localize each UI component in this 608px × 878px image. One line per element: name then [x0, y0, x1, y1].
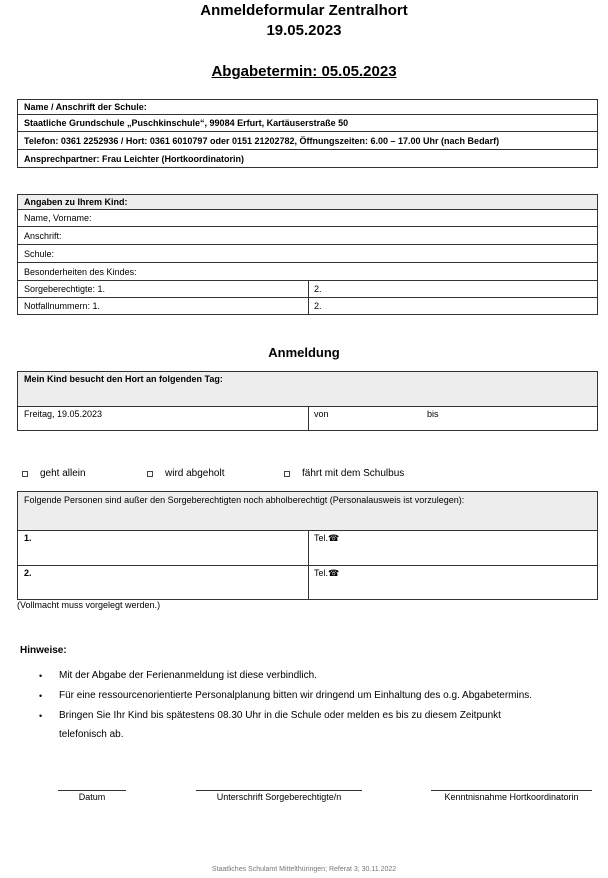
- school-address: Staatliche Grundschule „Puschkinschule“, 99084 Erfurt, Kartäuserstraße 50: [24, 118, 349, 128]
- day-heading-row: [18, 372, 597, 406]
- deadline: Abgabetermin: 05.05.2023: [211, 63, 397, 80]
- school-info-box: [17, 99, 598, 168]
- emergency-label: Notfallnummern: 1.: [24, 301, 101, 311]
- option-walk-alone[interactable]: [22, 468, 86, 479]
- hint-item-3-cont: telefonisch ab.: [59, 729, 124, 740]
- guardian-signature-label: Unterschrift Sorgeberechtigte/n: [216, 792, 342, 802]
- pickup-person-1-row[interactable]: [18, 530, 597, 565]
- hint-bullet-3: •: [39, 711, 43, 721]
- emergency-divider: [308, 298, 309, 314]
- guardians-label: Sorgeberechtigte: 1.: [24, 284, 106, 294]
- pickup-heading-row: [18, 492, 597, 530]
- child-info-box: [17, 194, 598, 315]
- school-contact: Ansprechpartner: Frau Leichter (Hortkoordinatorin): [24, 153, 245, 164]
- coordinator-signature-line: [431, 790, 592, 791]
- day-divider: [308, 407, 309, 430]
- hint-item-3: Bringen Sie Ihr Kind bis spätestens 08.30 Uhr in die Schule oder melden es bis zu diesem Zeitpunkt: [59, 710, 501, 721]
- coordinator-signature-label: Kenntnisnahme Hortkoordinatorin: [444, 792, 579, 802]
- school-heading-row: [18, 100, 597, 114]
- hint-bullet-1: •: [39, 671, 43, 681]
- pickup-person-2-label: 2.: [24, 568, 32, 578]
- form-date: 19.05.2023: [266, 22, 342, 39]
- child-particulars-label: Besonderheiten des Kindes:: [24, 266, 137, 277]
- pickup-person-2-tel: Tel.☎: [314, 568, 340, 578]
- child-address-field[interactable]: [18, 226, 597, 244]
- school-address-row: [18, 114, 597, 131]
- child-name-label: Name, Vorname:: [24, 213, 92, 223]
- child-name-field[interactable]: [18, 209, 597, 226]
- school-phone-row: [18, 131, 597, 149]
- day-row[interactable]: [18, 406, 597, 430]
- to-label: bis: [427, 409, 439, 419]
- pickup-person-2-divider: [308, 566, 309, 599]
- day-heading: Mein Kind besucht den Hort an folgenden Tag:: [24, 374, 223, 384]
- option-school-bus[interactable]: [284, 468, 404, 479]
- page-footer: Staatliches Schulamt Mittelthüringen; Referat 3; 30.11.2022: [211, 866, 397, 873]
- guardians-divider: [308, 281, 309, 297]
- guardians-row[interactable]: [18, 280, 597, 297]
- child-school-label: Schule:: [24, 248, 55, 259]
- checkbox-walk-alone[interactable]: [22, 471, 28, 477]
- option-picked-up-label: wird abgeholt: [165, 468, 225, 479]
- guardian-signature-line: [196, 790, 362, 791]
- option-walk-alone-label: geht allein: [40, 468, 86, 479]
- child-heading: Angaben zu Ihrem Kind:: [24, 197, 128, 207]
- child-address-label: Anschrift:: [24, 230, 62, 241]
- checkbox-school-bus[interactable]: [284, 471, 290, 477]
- form-title: Anmeldeformular Zentralhort: [200, 2, 408, 19]
- hint-item-2: Für eine ressourcenorientierte Personalplanung bitten wir dringend um Einhaltung des o.g. Abgabetermins.: [59, 690, 533, 701]
- option-picked-up[interactable]: [147, 468, 224, 479]
- checkbox-picked-up[interactable]: [147, 471, 153, 477]
- registration-heading: Anmeldung: [268, 345, 340, 360]
- hints-heading: Hinweise:: [20, 645, 67, 656]
- date-signature-line: [58, 790, 126, 791]
- pickup-person-1-divider: [308, 531, 309, 565]
- child-school-field[interactable]: [18, 244, 597, 262]
- option-school-bus-label: fährt mit dem Schulbus: [302, 468, 405, 479]
- date-signature-label: Datum: [78, 792, 106, 802]
- power-of-attorney-note: (Vollmacht muss vorgelegt werden.): [17, 600, 161, 610]
- pickup-person-2-row[interactable]: [18, 565, 597, 599]
- school-heading: Name / Anschrift der Schule:: [24, 102, 147, 112]
- day-label: Freitag, 19.05.2023: [24, 409, 103, 419]
- emergency-row[interactable]: [18, 297, 597, 314]
- registration-box: [17, 371, 598, 431]
- school-phone: Telefon: 0361 2252936 / Hort: 0361 6010797 oder 0151 21202782, Öffnungszeiten: 6.00 – 17.00 Uhr (nach Bedarf): [24, 135, 500, 146]
- pickup-person-1-tel: Tel.☎: [314, 533, 340, 543]
- hint-bullet-2: •: [39, 691, 43, 701]
- hint-item-1: Mit der Abgabe der Ferienanmeldung ist diese verbindlich.: [59, 670, 317, 681]
- emergency-2-label: 2.: [314, 301, 322, 311]
- pickup-person-1-label: 1.: [24, 533, 32, 543]
- pickup-box: [17, 491, 598, 600]
- pickup-heading: Folgende Personen sind außer den Sorgeberechtigten noch abholberechtigt (Personalausweis ist vorzulegen):: [24, 495, 465, 505]
- child-heading-row: [18, 195, 597, 209]
- guardians-2-label: 2.: [314, 284, 322, 294]
- school-contact-row: [18, 149, 597, 167]
- from-label: von: [314, 409, 329, 419]
- child-particulars-field[interactable]: [18, 262, 597, 280]
